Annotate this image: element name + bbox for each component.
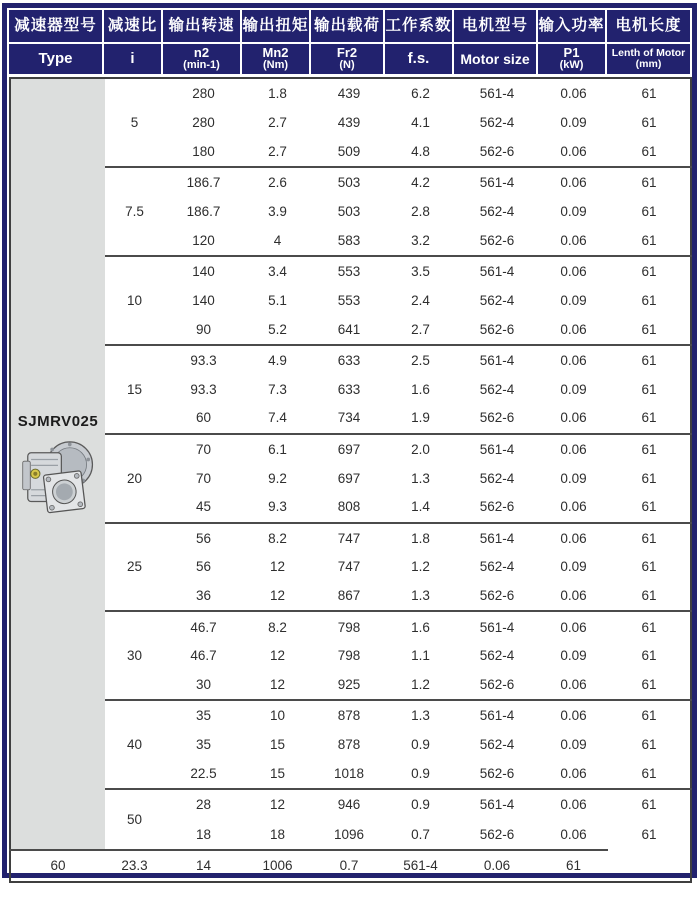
cell-motor: 562-4 <box>479 470 515 486</box>
cell-fs: 2.4 <box>411 292 430 308</box>
n2-unit: (min-1) <box>183 59 220 72</box>
cell-p1: 0.06 <box>539 611 608 641</box>
cell-n2: 28 <box>164 789 243 819</box>
cell-fr2: 867 <box>337 588 361 604</box>
fr2-unit: (N) <box>339 59 355 72</box>
cell-motor: 562-4 <box>479 559 515 575</box>
cell-fr2: 798 <box>337 648 361 664</box>
cell-fr2: 808 <box>337 499 361 515</box>
header-zh-type: 减速器型号 <box>9 10 102 42</box>
cell-motor: 561-4 <box>455 789 539 819</box>
cell-n2: 60 <box>195 410 212 426</box>
cell-mn2: 7.3 <box>268 381 287 397</box>
cell-n2: 280 <box>192 86 215 102</box>
cell-fs: 1.3 <box>411 588 430 604</box>
cell-fr2: 946 <box>312 789 386 819</box>
spec-sheet-frame <box>2 3 697 878</box>
cell-motor: 561-4 <box>455 523 539 553</box>
cell-fr2: 1096 <box>333 826 365 842</box>
cell-motor: 561-4 <box>455 345 539 375</box>
cell-mn2: 2.7 <box>268 143 287 159</box>
cell-motor: 561-4 <box>479 86 515 102</box>
cell-mn2: 5.1 <box>268 292 287 308</box>
cell-p1: 0.09 <box>560 737 587 753</box>
cell-fr2: 697 <box>337 470 361 486</box>
cell-fs: 6.2 <box>411 86 430 102</box>
cell-mn2: 12 <box>269 648 286 664</box>
header-zh-input-power: 输入功率 <box>538 10 605 42</box>
cell-ratio: 40 <box>105 700 164 789</box>
cell-mn2: 7.4 <box>268 410 287 426</box>
cell-fr2: 747 <box>337 559 361 575</box>
header-en-output-load <box>311 44 383 74</box>
cell-len: 61 <box>641 232 657 248</box>
cell-len: 61 <box>608 345 691 375</box>
cell-p1: 0.06 <box>560 766 587 782</box>
cell-p1: 0.06 <box>560 143 587 159</box>
cell-motor: 562-4 <box>479 648 515 664</box>
cell-fr2: 439 <box>337 86 361 102</box>
motor-length-unit: (mm) <box>635 58 662 70</box>
header-zh-output-load: 输出载荷 <box>311 10 383 42</box>
cell-motor: 562-4 <box>479 203 515 219</box>
cell-mn2: 9.3 <box>268 499 287 515</box>
cell-fs: 1.8 <box>386 523 455 553</box>
cell-fs: 1.3 <box>386 700 455 730</box>
fr2-label: Fr2 <box>336 45 358 61</box>
cell-len: 61 <box>641 766 657 782</box>
cell-fr2: 553 <box>337 292 361 308</box>
header-en-type-label: Type <box>38 50 73 68</box>
table-row <box>10 611 691 641</box>
cell-fr2: 1018 <box>333 766 365 782</box>
cell-len: 61 <box>641 827 657 843</box>
cell-fr2: 641 <box>337 321 361 337</box>
cell-n2: 35 <box>195 737 212 753</box>
cell-fs: 1.6 <box>411 381 430 397</box>
cell-n2: 140 <box>164 256 243 286</box>
cell-mn2: 14 <box>164 850 243 882</box>
cell-p1: 0.06 <box>560 232 587 248</box>
cell-n2: 56 <box>195 559 212 575</box>
cell-fr2: 878 <box>312 700 386 730</box>
cell-fr2: 747 <box>312 523 386 553</box>
cell-motor: 562-6 <box>479 826 515 842</box>
cell-len: 61 <box>641 648 657 664</box>
cell-n2: 280 <box>192 114 215 130</box>
cell-fr2: 509 <box>337 143 361 159</box>
cell-len: 61 <box>641 499 657 515</box>
cell-fs: 3.5 <box>386 256 455 286</box>
cell-mn2: 2.6 <box>243 167 312 197</box>
cell-p1: 0.09 <box>560 470 587 486</box>
cell-fs: 1.2 <box>411 559 430 575</box>
cell-mn2: 15 <box>269 766 286 782</box>
cell-len: 61 <box>608 523 691 553</box>
cell-mn2: 15 <box>269 737 286 753</box>
cell-fs: 2.5 <box>386 345 455 375</box>
cell-n2: 35 <box>164 700 243 730</box>
cell-n2: 140 <box>192 292 215 308</box>
cell-motor: 562-6 <box>479 499 515 515</box>
cell-motor: 562-6 <box>479 321 515 337</box>
header-zh-motor-size: 电机型号 <box>454 10 536 42</box>
header-en-service-factor <box>385 44 452 74</box>
header-en-ratio <box>104 44 161 74</box>
cell-mn2: 4 <box>273 232 282 248</box>
cell-p1: 0.06 <box>560 499 587 515</box>
cell-ratio: 50 <box>105 789 164 850</box>
cell-fs: 2.0 <box>386 434 455 464</box>
cell-p1: 0.06 <box>560 321 587 337</box>
cell-mn2: 12 <box>269 559 286 575</box>
header-en-output-torque <box>242 44 309 74</box>
fs-label: f.s. <box>407 50 430 68</box>
gearbox-image <box>16 434 100 522</box>
header-zh-service-factor: 工作系数 <box>385 10 452 42</box>
cell-n2: 93.3 <box>190 381 217 397</box>
cell-fs: 0.9 <box>411 766 430 782</box>
cell-ratio: 15 <box>105 345 164 434</box>
cell-p1: 0.09 <box>560 203 587 219</box>
cell-mn2: 12 <box>269 588 286 604</box>
cell-fs: 3.2 <box>411 232 430 248</box>
table-header <box>9 10 690 74</box>
table-row <box>10 700 691 730</box>
cell-fr2: 734 <box>337 410 361 426</box>
cell-n2: 22.5 <box>190 766 217 782</box>
header-en-input-power <box>538 44 605 74</box>
cell-len: 61 <box>641 588 657 604</box>
cell-motor: 562-4 <box>479 381 515 397</box>
cell-n2: 70 <box>195 470 212 486</box>
cell-fr2: 1006 <box>243 850 312 882</box>
cell-len: 61 <box>641 203 657 219</box>
cell-p1: 0.09 <box>560 292 587 308</box>
cell-fs: 4.8 <box>411 143 430 159</box>
cell-ratio: 10 <box>105 256 164 345</box>
cell-fr2: 925 <box>337 677 361 693</box>
cell-fs: 0.7 <box>411 826 430 842</box>
cell-len: 61 <box>608 167 691 197</box>
cell-ratio: 30 <box>105 611 164 700</box>
table-row <box>10 789 691 819</box>
cell-n2: 45 <box>195 499 212 515</box>
cell-len: 61 <box>641 737 657 753</box>
cell-p1: 0.06 <box>560 588 587 604</box>
cell-fs: 1.6 <box>386 611 455 641</box>
cell-mn2: 10 <box>243 700 312 730</box>
cell-p1: 0.09 <box>560 114 587 130</box>
mn2-label: Mn2 <box>262 45 289 61</box>
cell-n2: 180 <box>192 143 215 159</box>
cell-p1: 0.06 <box>560 410 587 426</box>
cell-fr2: 798 <box>312 611 386 641</box>
cell-fs: 4.1 <box>411 114 430 130</box>
header-zh-motor-length: 电机长度 <box>607 10 690 42</box>
cell-len: 61 <box>641 559 657 575</box>
header-en-motor-length <box>607 44 690 74</box>
cell-fs: 1.4 <box>411 499 430 515</box>
n2-label: n2 <box>193 45 210 61</box>
cell-len: 61 <box>539 850 608 882</box>
cell-motor: 562-4 <box>479 292 515 308</box>
cell-motor: 562-6 <box>479 232 515 248</box>
cell-n2: 56 <box>164 523 243 553</box>
cell-fr2: 583 <box>337 232 361 248</box>
cell-n2: 90 <box>195 321 212 337</box>
cell-n2: 23.3 <box>105 850 164 882</box>
cell-fs: 0.9 <box>386 789 455 819</box>
cell-fs: 2.8 <box>411 203 430 219</box>
p1-unit: (kW) <box>559 59 584 72</box>
cell-p1: 0.06 <box>560 86 587 102</box>
header-en-output-speed <box>163 44 240 74</box>
cell-fs: 0.7 <box>312 850 386 882</box>
cell-mn2: 12 <box>243 789 312 819</box>
header-zh-output-torque: 输出扭矩 <box>242 10 309 42</box>
table-row <box>10 256 691 286</box>
cell-len: 61 <box>641 292 657 308</box>
cell-n2: 36 <box>195 588 212 604</box>
cell-mn2: 6.1 <box>243 434 312 464</box>
header-en-ratio-label: i <box>130 50 135 68</box>
cell-motor: 562-6 <box>479 410 515 426</box>
cell-p1: 0.06 <box>539 434 608 464</box>
cell-motor: 561-4 <box>386 850 455 882</box>
header-zh-output-speed: 输出转速 <box>163 10 240 42</box>
cell-ratio: 5 <box>130 114 139 130</box>
table-row <box>10 850 691 882</box>
spec-table <box>9 77 692 883</box>
cell-mn2: 12 <box>269 677 286 693</box>
cell-fs: 2.7 <box>411 321 430 337</box>
cell-p1: 0.06 <box>455 850 539 882</box>
table-body <box>9 77 690 883</box>
cell-motor: 561-4 <box>455 611 539 641</box>
cell-motor: 562-4 <box>479 737 515 753</box>
cell-n2: 46.7 <box>190 648 217 664</box>
cell-n2: 186.7 <box>164 167 243 197</box>
cell-p1: 0.06 <box>539 700 608 730</box>
cell-len: 61 <box>641 381 657 397</box>
cell-motor: 561-4 <box>455 256 539 286</box>
cell-len: 61 <box>608 434 691 464</box>
cell-p1: 0.06 <box>560 826 587 842</box>
cell-motor: 562-6 <box>479 766 515 782</box>
cell-len: 61 <box>608 611 691 641</box>
cell-ratio: 60 <box>10 850 105 882</box>
cell-motor: 561-4 <box>455 700 539 730</box>
table-row <box>10 345 691 375</box>
cell-len: 61 <box>641 143 657 159</box>
cell-p1: 0.09 <box>560 381 587 397</box>
table-row <box>10 78 691 108</box>
cell-mn2: 1.8 <box>268 86 287 102</box>
cell-ratio: 25 <box>105 523 164 612</box>
cell-n2: 120 <box>192 232 215 248</box>
table-row <box>10 434 691 464</box>
cell-fs: 1.1 <box>411 648 430 664</box>
table-row <box>10 523 691 553</box>
product-model-label: SJMRV025 <box>17 413 99 431</box>
cell-fr2: 503 <box>312 167 386 197</box>
cell-n2: 18 <box>195 826 212 842</box>
cell-p1: 0.06 <box>560 677 587 693</box>
cell-len: 61 <box>608 789 691 819</box>
cell-n2: 46.7 <box>164 611 243 641</box>
cell-motor: 562-6 <box>479 143 515 159</box>
cell-fs: 4.2 <box>386 167 455 197</box>
header-en-motor-size <box>454 44 536 74</box>
motor-size-label: Motor size <box>460 50 530 67</box>
cell-mn2: 9.2 <box>268 470 287 486</box>
cell-n2: 30 <box>195 677 212 693</box>
cell-len: 61 <box>641 114 657 130</box>
cell-fr2: 439 <box>337 114 361 130</box>
cell-n2: 186.7 <box>186 203 221 219</box>
cell-fs: 1.3 <box>411 470 430 486</box>
p1-label: P1 <box>563 45 580 61</box>
cell-n2: 70 <box>164 434 243 464</box>
product-cell <box>10 78 105 850</box>
cell-n2: 93.3 <box>164 345 243 375</box>
cell-fr2: 697 <box>312 434 386 464</box>
cell-fr2: 878 <box>337 737 361 753</box>
cell-motor: 562-6 <box>479 677 515 693</box>
header-zh-ratio: 减速比 <box>104 10 161 42</box>
cell-p1: 0.06 <box>539 256 608 286</box>
cell-len: 61 <box>641 86 657 102</box>
cell-len: 61 <box>608 700 691 730</box>
cell-mn2: 5.2 <box>268 321 287 337</box>
motor-length-label: Lenth of Motor <box>611 46 686 59</box>
cell-len: 61 <box>608 256 691 286</box>
cell-mn2: 2.7 <box>268 114 287 130</box>
cell-motor: 562-6 <box>479 588 515 604</box>
cell-ratio: 20 <box>105 434 164 523</box>
cell-mn2: 3.9 <box>268 203 287 219</box>
cell-p1: 0.09 <box>560 648 587 664</box>
cell-mn2: 4.9 <box>243 345 312 375</box>
cell-len: 61 <box>641 470 657 486</box>
cell-mn2: 8.2 <box>243 523 312 553</box>
cell-mn2: 8.2 <box>243 611 312 641</box>
cell-fs: 0.9 <box>411 737 430 753</box>
cell-p1: 0.06 <box>539 167 608 197</box>
cell-p1: 0.06 <box>539 523 608 553</box>
cell-p1: 0.06 <box>539 345 608 375</box>
cell-fr2: 633 <box>312 345 386 375</box>
cell-p1: 0.09 <box>560 559 587 575</box>
cell-motor: 561-4 <box>455 434 539 464</box>
cell-mn2: 18 <box>269 826 286 842</box>
cell-fs: 1.2 <box>411 677 430 693</box>
cell-fr2: 553 <box>312 256 386 286</box>
mn2-unit: (Nm) <box>262 59 289 72</box>
cell-fr2: 633 <box>337 381 361 397</box>
cell-motor: 562-4 <box>479 114 515 130</box>
header-en-type <box>9 44 102 74</box>
cell-p1: 0.06 <box>539 789 608 819</box>
cell-fr2: 503 <box>337 203 361 219</box>
cell-ratio: 7.5 <box>105 167 164 256</box>
cell-motor: 561-4 <box>455 167 539 197</box>
table-row <box>10 167 691 197</box>
cell-fs: 1.9 <box>411 410 430 426</box>
cell-len: 61 <box>641 321 657 337</box>
cell-len: 61 <box>641 410 657 426</box>
cell-len: 61 <box>641 677 657 693</box>
cell-mn2: 3.4 <box>243 256 312 286</box>
